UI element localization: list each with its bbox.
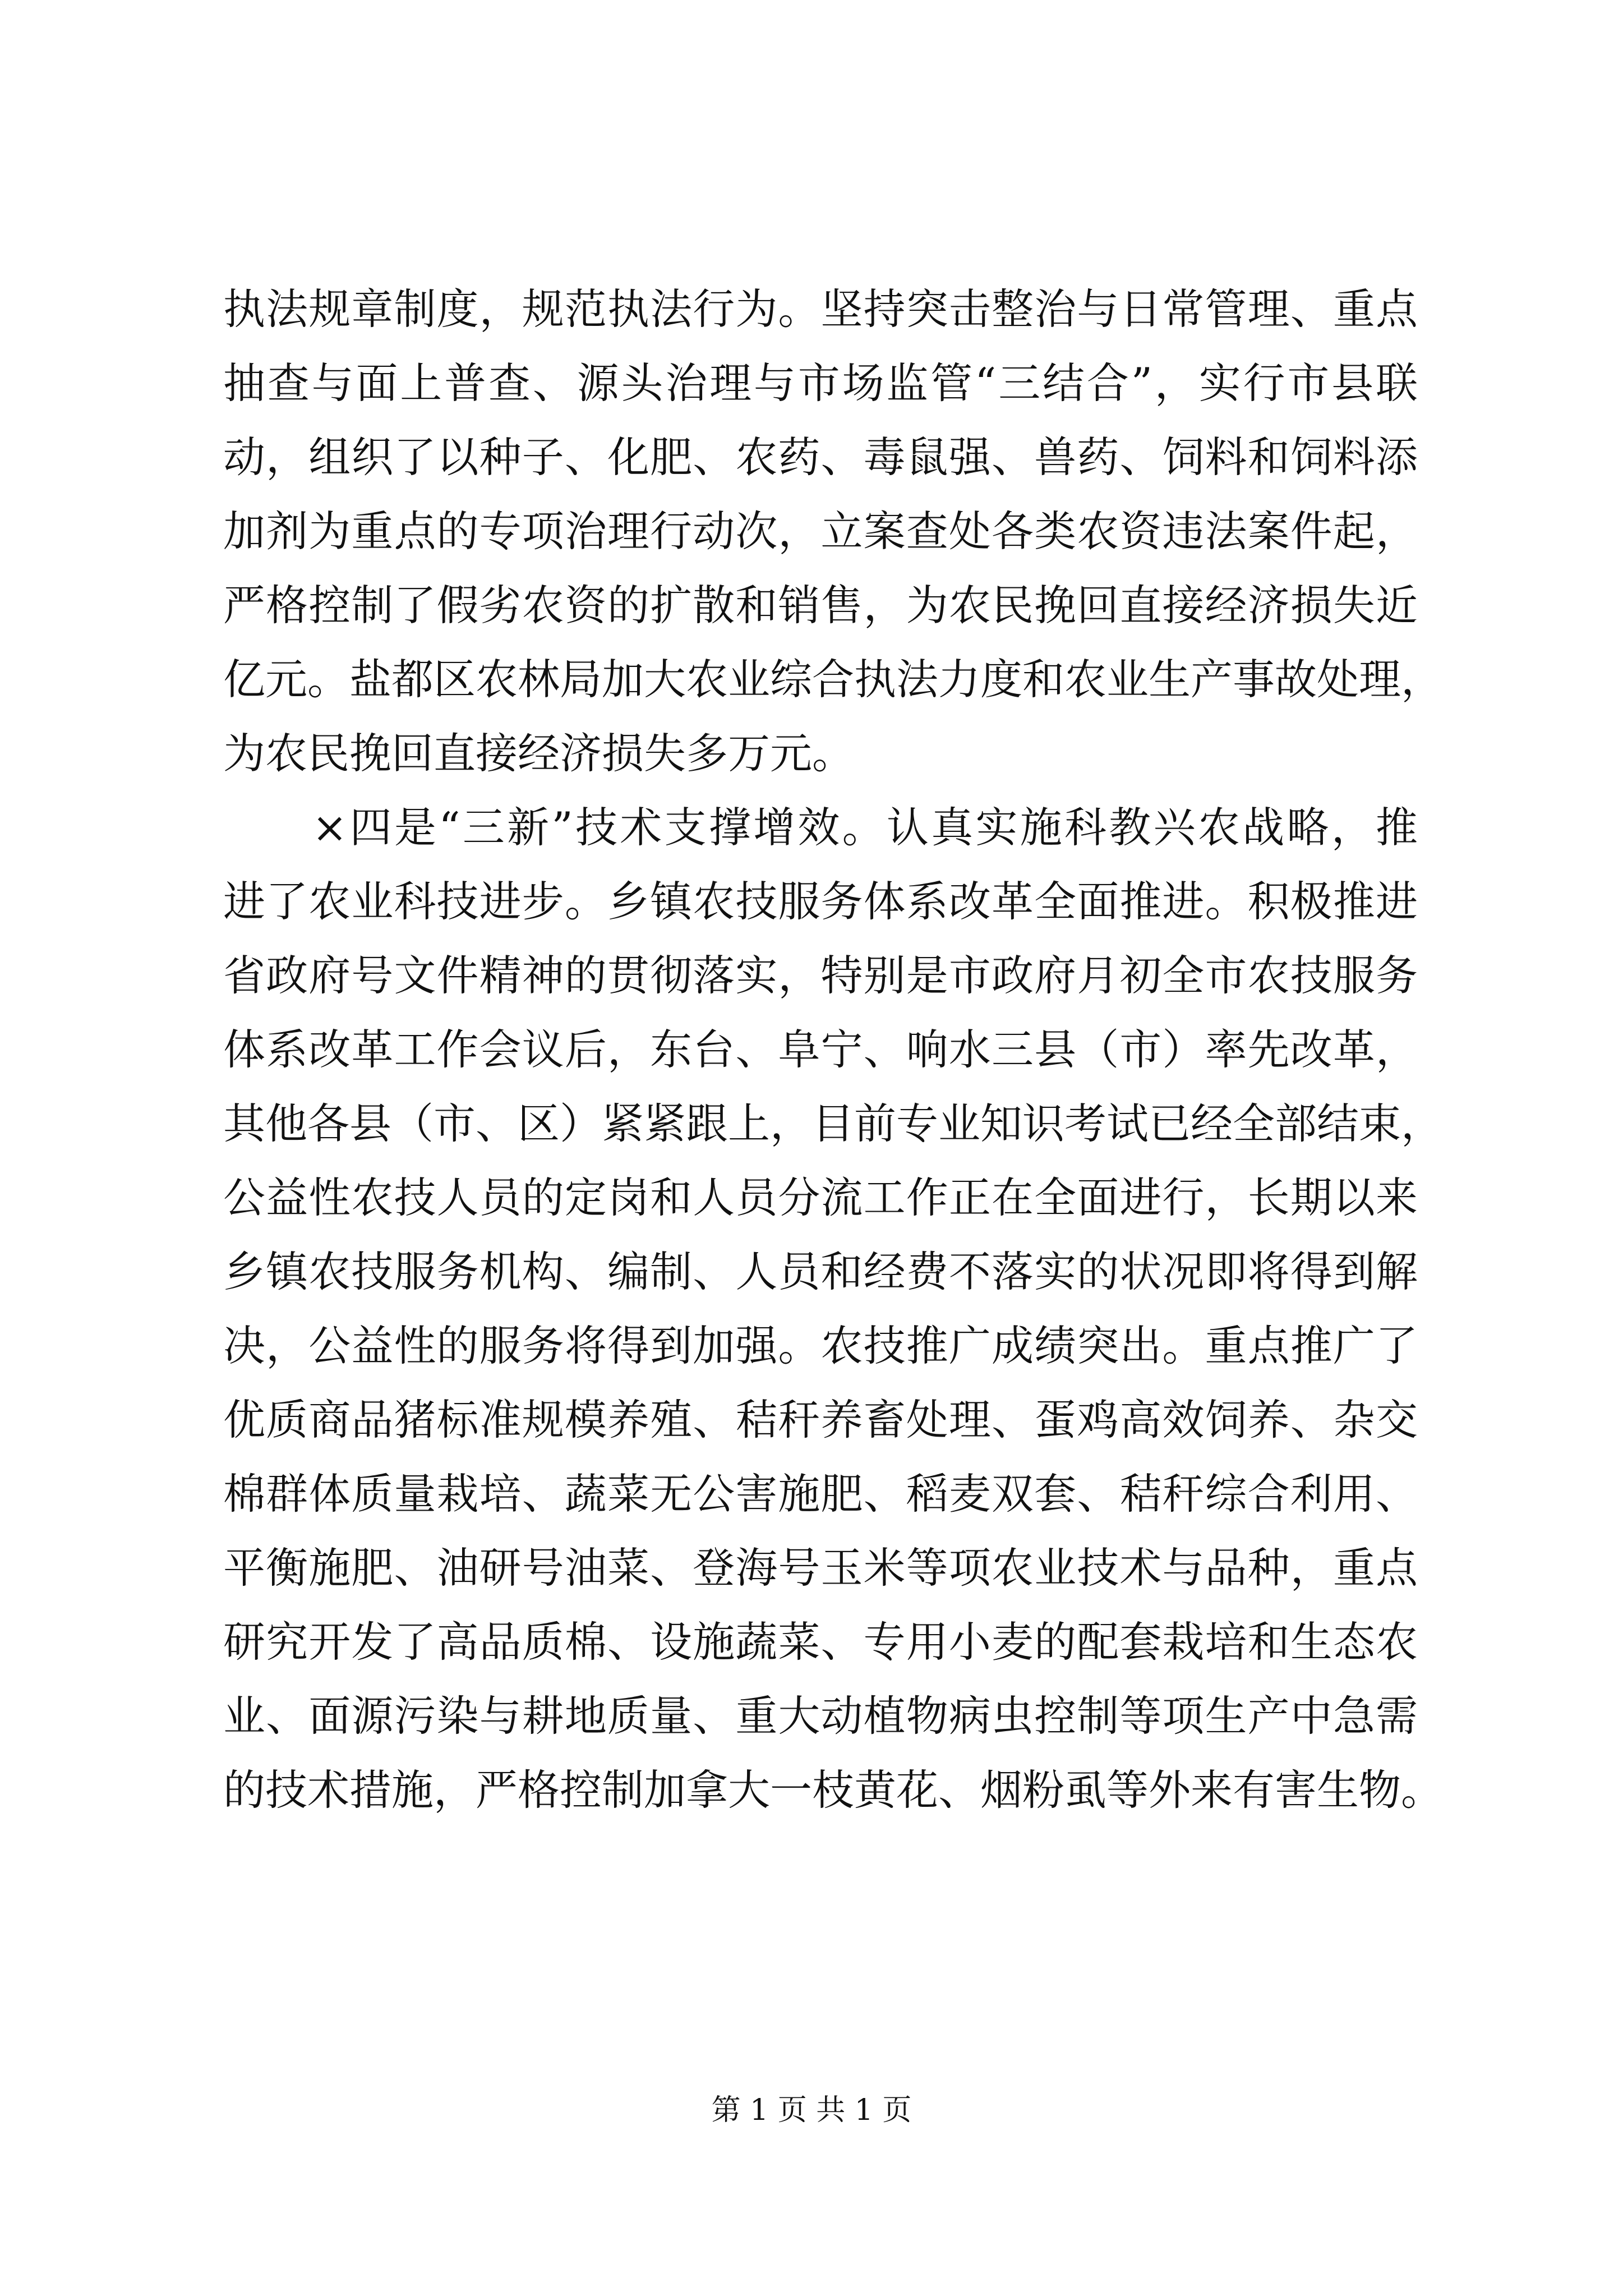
text-line: 省政府号文件精神的贯彻落实，特别是市政府月初全市农技服务 (223, 951, 1418, 1000)
text-line: 亿元。盐都区农林局加大农业综合执法力度和农业生产事故处理， (223, 655, 1444, 704)
text-line: 抽查与面上普查、源头治理与市场监管“三结合”，实行市县联 (223, 358, 1418, 408)
text-line: 平衡施肥、油研号油菜、登海号玉米等项农业技术与品种，重点 (223, 1543, 1418, 1593)
text-line: 的技术措施，严格控制加拿大一枝黄花、烟粉虱等外来有害生物。 (223, 1765, 1444, 1815)
text-line: 为农民挽回直接经济损失多万元。 (223, 729, 855, 778)
text-line: 进了农业科技进步。乡镇农技服务体系改革全面推进。积极推进 (223, 877, 1418, 926)
text-line: 执法规章制度，规范执法行为。坚持突击整治与日常管理、重点 (223, 284, 1418, 334)
text-line: 体系改革工作会议后，东台、阜宁、响水三县（市）率先改革， (223, 1025, 1418, 1074)
text-line: 公益性农技人员的定岗和人员分流工作正在全面进行，长期以来 (223, 1173, 1418, 1222)
text-line: 研究开发了高品质棉、设施蔬菜、专用小麦的配套栽培和生态农 (223, 1617, 1418, 1667)
body-text (223, 272, 1444, 1827)
text-line: 优质商品猪标准规模养殖、秸秆养畜处理、蛋鸡高效饲养、杂交 (223, 1395, 1418, 1444)
page-footer: 第 1 页 共 1 页 (711, 2093, 912, 2127)
text-line: 动，组织了以种子、化肥、农药、毒鼠强、兽药、饲料和饲料添 (223, 432, 1418, 482)
text-line: ×四是“三新”技术支撑增效。认真实施科教兴农战略，推 (223, 803, 1418, 852)
text-line: 加剂为重点的专项治理行动次，立案查处各类农资违法案件起， (223, 507, 1418, 556)
text-line: 其他各县（市、区）紧紧跟上，目前专业知识考试已经全部结束， (223, 1099, 1444, 1148)
text-line: 棉群体质量栽培、蔬菜无公害施肥、稻麦双套、秸秆综合利用、 (223, 1469, 1418, 1519)
text-line: 决，公益性的服务将得到加强。农技推广成绩突出。重点推广了 (223, 1321, 1418, 1370)
text-line: 业、面源污染与耕地质量、重大动植物病虫控制等项生产中急需 (223, 1691, 1418, 1741)
text-line: 乡镇农技服务机构、编制、人员和经费不落实的状况即将得到解 (223, 1247, 1418, 1296)
text-line: 严格控制了假劣农资的扩散和销售，为农民挽回直接经济损失近 (223, 581, 1418, 630)
